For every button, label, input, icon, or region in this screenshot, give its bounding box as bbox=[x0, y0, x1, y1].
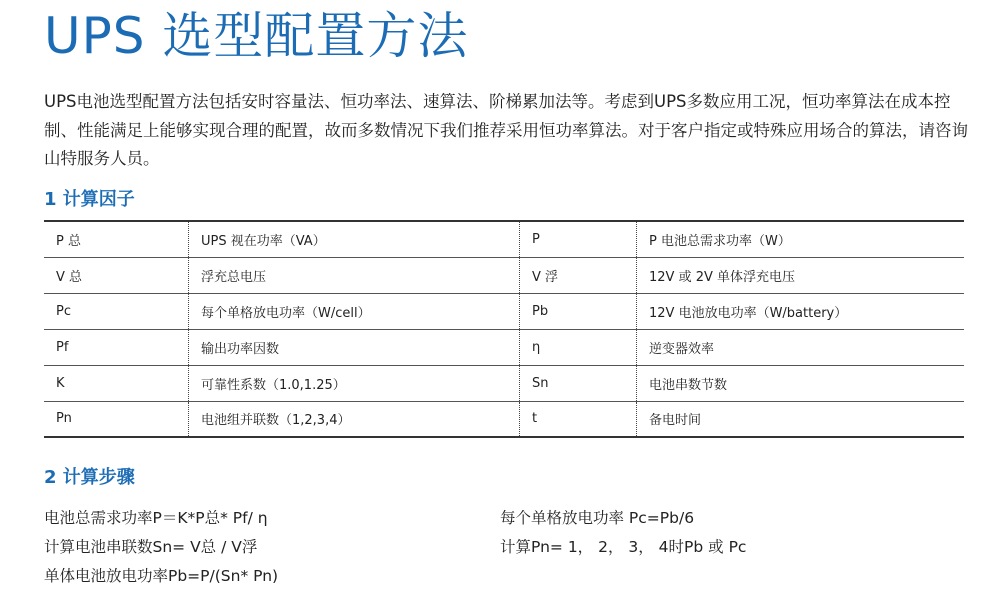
symbol-cell: K bbox=[44, 365, 189, 401]
description-cell: UPS 视在功率（VA） bbox=[189, 221, 520, 257]
symbol-cell: Pc bbox=[44, 293, 189, 329]
step-series-count: 计算电池串联数Sn= V总 / V浮 bbox=[44, 538, 258, 556]
factors-table bbox=[44, 220, 964, 438]
description-cell: P 电池总需求功率（W） bbox=[637, 221, 965, 257]
step-cell-battery-power: 单体电池放电功率Pb=P/(Sn* Pn) bbox=[44, 567, 279, 585]
table-row bbox=[44, 293, 964, 329]
section-heading-factors: 1 计算因子 bbox=[44, 189, 135, 210]
page-title: UPS 选型配置方法 bbox=[44, 7, 469, 65]
symbol-cell: t bbox=[520, 401, 637, 437]
table-row bbox=[44, 365, 964, 401]
description-cell: 电池串数节数 bbox=[637, 365, 965, 401]
table-row bbox=[44, 257, 964, 293]
description-cell: 12V 电池放电功率（W/battery） bbox=[637, 293, 965, 329]
intro-paragraph: UPS电池选型配置方法包括安时容量法、恒功率法、速算法、阶梯累加法等。考虑到UPS多数应用工况，恒功率算法在成本控制、性能满足上能够实现合理的配置，故而多数情况下我们推荐采用恒功率算法。对于客户指定或特殊应用场合的算法，请咨询山特服务人员。 bbox=[44, 92, 968, 168]
description-cell: 浮充总电压 bbox=[189, 257, 520, 293]
description-cell: 输出功率因数 bbox=[189, 329, 520, 365]
step-parallel-count: 计算Pn= 1， 2， 3， 4时Pb 或 Pc bbox=[500, 538, 747, 556]
symbol-cell: P bbox=[520, 221, 637, 257]
symbol-cell: V 总 bbox=[44, 257, 189, 293]
symbol-cell: V 浮 bbox=[520, 257, 637, 293]
step-cell-power: 每个单格放电功率 Pc=Pb/6 bbox=[500, 509, 695, 527]
table-row bbox=[44, 221, 964, 257]
description-cell: 逆变器效率 bbox=[637, 329, 965, 365]
description-cell: 每个单格放电功率（W/cell） bbox=[189, 293, 520, 329]
symbol-cell: Pb bbox=[520, 293, 637, 329]
symbol-cell: Pf bbox=[44, 329, 189, 365]
description-cell: 可靠性系数（1.0,1.25） bbox=[189, 365, 520, 401]
table-row bbox=[44, 401, 964, 437]
symbol-cell: P 总 bbox=[56, 233, 81, 249]
symbol-cell: η bbox=[520, 329, 637, 365]
table-row bbox=[44, 329, 964, 365]
description-cell: 备电时间 bbox=[637, 401, 965, 437]
step-total-power: 电池总需求功率P＝K*P总* Pf/ η bbox=[44, 509, 268, 527]
symbol-cell: Pn bbox=[44, 401, 189, 437]
symbol-cell: Sn bbox=[520, 365, 637, 401]
description-cell: 12V 或 2V 单体浮充电压 bbox=[637, 257, 965, 293]
description-cell: 电池组并联数（1,2,3,4） bbox=[189, 401, 520, 437]
section-heading-steps: 2 计算步骤 bbox=[44, 467, 135, 488]
